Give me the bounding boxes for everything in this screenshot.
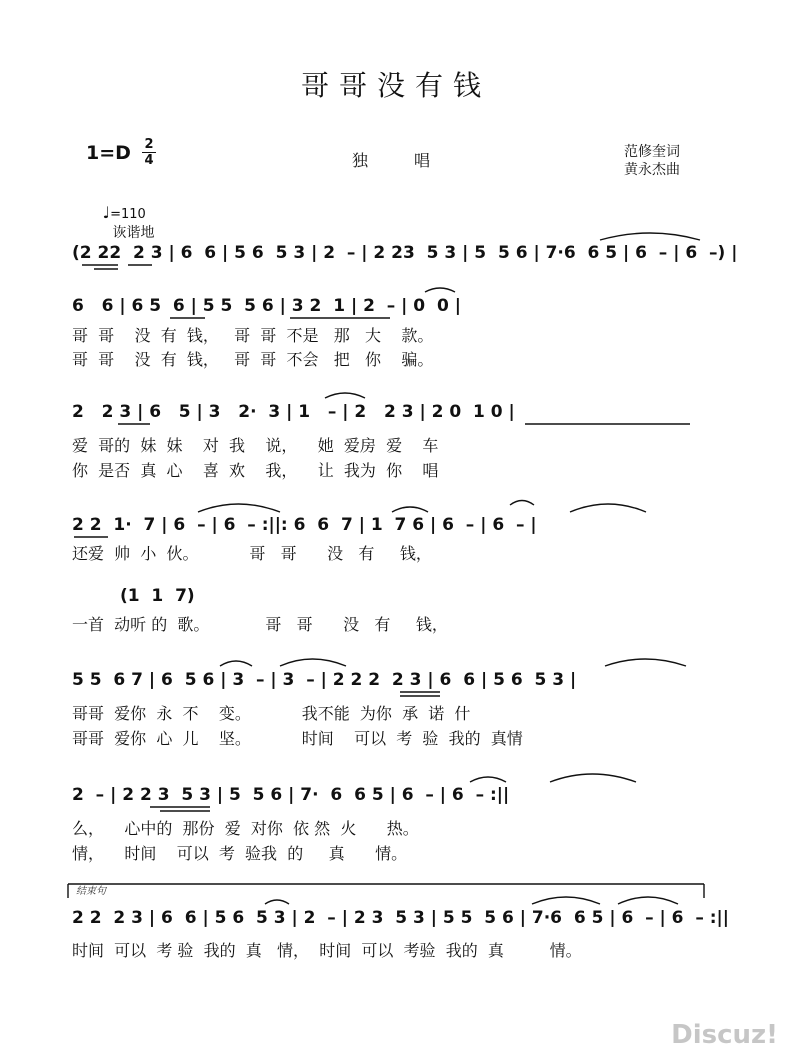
alternate-ending-lyric: 一首 动听 的 歌。 哥 哥 没 有 钱， <box>72 615 448 634</box>
system-3-lyric-1: 爱 哥的 妹 妹 对 我 说， 她 爱房 爱 车 <box>72 436 439 455</box>
system-2-lyric-1: 哥 哥 没 有 钱， 哥 哥 不是 那 大 款。 <box>72 326 434 345</box>
system-2-lyric-2: 哥 哥 没 有 钱， 哥 哥 不会 把 你 骗。 <box>72 350 434 369</box>
system-1-notes: (2 22 2 3 | 6 6 | 5 6 5 3 | 2 – | 2 23 5 3 | 5 5 6 | 7·6 6 5 | 6 – | 6 –) | <box>72 243 738 263</box>
alternate-ending-notes: (1 1 7) <box>120 586 195 606</box>
system-5-notes: 5 5 6 7 | 6 5 6 | 3 – | 3 – | 2 2 2 2 3 | 6 6 | 5 6 5 3 | <box>72 670 577 690</box>
ending-notes: 2 2 2 3 | 6 6 | 5 6 5 3 | 2 – | 2 3 5 3 | 5 5 5 6 | 7·6 6 5 | 6 – | 6 – :|| <box>72 908 729 928</box>
ending-lyric: 时间 可以 考 验 我的 真 情， 时间 可以 考验 我的 真 情。 <box>72 941 582 960</box>
performance-type: 独唱 <box>352 151 477 170</box>
composer-credit: 黄永杰曲 <box>624 162 680 178</box>
system-2-notes: 6 6 | 6 5 6 | 5 5 5 6 | 3 2 1 | 2 – | 0 0 | <box>72 296 461 316</box>
system-4-notes: 2 2 1· 7 | 6 – | 6 – :||: 6 6 7 | 1 7 6 | 6 – | 6 – | <box>72 515 537 535</box>
system-3-lyric-2: 你 是否 真 心 喜 欢 我， 让 我为 你 唱 <box>72 461 439 480</box>
system-3-notes: 2 2 3 | 6 5 | 3 2· 3 | 1 – | 2 2 3 | 2 0 1 0 | <box>72 402 515 422</box>
time-signature-top: 2 <box>144 137 154 152</box>
time-signature-bottom: 4 <box>144 153 154 168</box>
system-6-lyric-2: 情， 时间 可以 考 验我 的 真 情。 <box>72 844 408 863</box>
system-5-lyric-1: 哥哥 爱你 永 不 变。 我不能 为你 承 诺 什 <box>72 704 471 723</box>
system-4-lyric-1: 还爱 帅 小 伙。 哥 哥 没 有 钱， <box>72 544 432 563</box>
system-6-notes: 2 – | 2 2 3 5 3 | 5 5 6 | 7· 6 6 5 | 6 – | 6 – :|| <box>72 785 510 805</box>
system-6-lyric-1: 么， 心中的 那份 爱 对你 依 然 火 热。 <box>72 819 419 838</box>
expression-marking: 诙谐地 <box>112 225 155 241</box>
tempo-value: =110 <box>110 207 146 222</box>
song-title: 哥哥没有钱 <box>300 69 491 102</box>
system-5-lyric-2: 哥哥 爱你 心 儿 坚。 时间 可以 考 验 我的 真情 <box>72 729 523 748</box>
quarter-note-icon: ♩ <box>102 203 111 222</box>
lyricist-credit: 范修奎词 <box>624 144 680 160</box>
forum-watermark: Discuz! <box>671 1020 778 1050</box>
ending-section-label: 结束句 <box>76 886 106 897</box>
key-signature: 1=D <box>86 142 131 164</box>
